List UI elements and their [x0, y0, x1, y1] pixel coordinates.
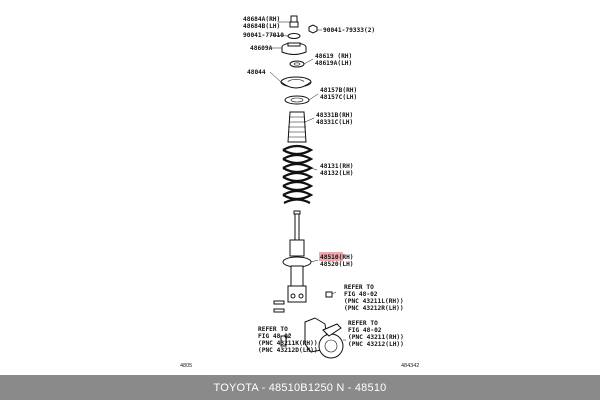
label-48157c: 48157C(LH) [320, 94, 358, 101]
ref2-line3: (PNC 43211K(RH)) [258, 340, 318, 347]
dust-boot [288, 112, 306, 142]
nut-cap [288, 34, 300, 39]
strut-bracket-bolts [274, 301, 284, 312]
label-48331b: 48331B(RH) [316, 112, 354, 119]
corner-code-left: 4805 [180, 363, 193, 369]
label-48157b: 48157B(RH) [320, 87, 358, 94]
label-48131: 48131(RH) [320, 163, 354, 170]
label-48132: 48132(LH) [320, 170, 354, 177]
ref1-line3: (PNC 43211L(RH)) [344, 298, 404, 305]
top-nut [290, 16, 298, 27]
refer-to-block-upper [344, 284, 404, 312]
label-48510: 48510(RH) [320, 254, 354, 261]
label-48684b: 48684B(LH) [243, 23, 281, 30]
ref2-line4: (PNC 43212D(LH)) [258, 347, 318, 354]
ref1-line4: (PNC 43212R(LH)) [344, 305, 404, 312]
label-48520: 48520(LH) [320, 261, 354, 268]
label-48331c: 48331C(LH) [316, 119, 354, 126]
part-number-caption: TOYOTA - 48510B1250 N - 48510 [213, 381, 387, 394]
ref3-line3: (PNC 43211(RH)) [348, 334, 404, 341]
ref3-line1: REFER TO [348, 320, 378, 327]
label-48619a: 48619A(LH) [315, 60, 353, 67]
support-bearing-ring [290, 61, 304, 67]
label-48609a: 48609A [250, 45, 273, 52]
ref3-line4: (PNC 43212(LH)) [348, 341, 404, 348]
ref1-line1: REFER TO [344, 284, 374, 291]
shock-absorber-body [283, 240, 311, 302]
small-nut-right [309, 25, 317, 33]
corner-code-right: 484342 [401, 363, 420, 369]
refer-to-block-right [348, 320, 404, 348]
ref3-line2: FIG 48-02 [348, 327, 382, 334]
spring-upper-seat [281, 77, 311, 88]
coil-spring [283, 146, 311, 203]
ref2-line2: FIG 48-02 [258, 333, 292, 340]
caption-bar [0, 375, 600, 400]
label-48684a: 48684A(RH) [243, 16, 281, 23]
leader-lines [270, 22, 346, 340]
shock-absorber-rod [294, 211, 300, 240]
bumper-insulator [285, 96, 309, 104]
ref2-line1: REFER TO [258, 326, 288, 333]
label-48044: 48044 [247, 69, 266, 76]
label-48619: 48619 (RH) [315, 53, 353, 60]
label-90041-77010: 90041-77010 [243, 32, 284, 39]
label-90041-79333: 90041-79333(2) [323, 27, 376, 34]
ref1-line2: FIG 48-02 [344, 291, 378, 298]
upper-support-mount [282, 43, 306, 55]
knuckle-small-bolt [326, 292, 332, 297]
